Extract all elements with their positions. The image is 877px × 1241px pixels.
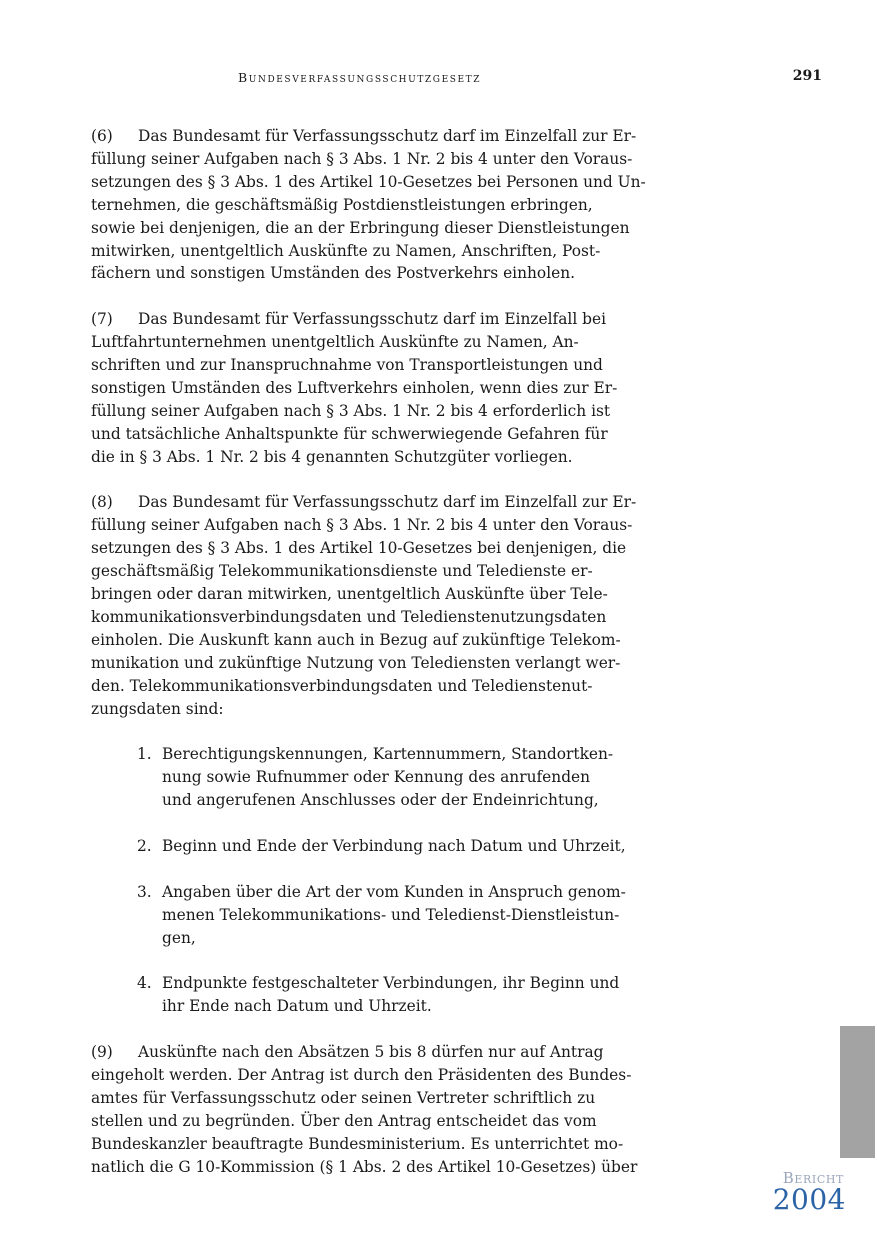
list-item-line: nung sowie Rufnummer oder Kennung des anrufenden — [162, 768, 591, 787]
paragraph-line: Luftfahrtunternehmen unentgeltlich Auskünfte zu Namen, An- — [91, 333, 579, 352]
paragraph-7 — [91, 308, 651, 468]
list-item-line: ihr Ende nach Datum und Uhrzeit. — [162, 997, 432, 1016]
paragraph-number: (8) — [91, 493, 113, 512]
paragraph-line: die in § 3 Abs. 1 Nr. 2 bis 4 genannten Schutzgüter vorliegen. — [91, 447, 573, 466]
report-brand-year: 2004 — [772, 1183, 846, 1216]
paragraph-line: mitwirken, unentgeltlich Auskünfte zu Namen, Anschriften, Post- — [91, 241, 601, 260]
paragraph-line: setzungen des § 3 Abs. 1 des Artikel 10-Gesetzes bei Personen und Un- — [91, 172, 646, 191]
list-item-line: Endpunkte festgeschalteter Verbindungen, ihr Beginn und — [162, 974, 620, 993]
list-item — [91, 972, 651, 1018]
list-item-line: gen, — [162, 928, 196, 947]
list-item-line: und angerufenen Anschlusses oder der Endeinrichtung, — [162, 791, 599, 810]
paragraph-line: ternehmen, die geschäftsmäßig Postdienstleistungen erbringen, — [91, 195, 593, 214]
paragraph-line: füllung seiner Aufgaben nach § 3 Abs. 1 Nr. 2 bis 4 unter den Voraus- — [91, 516, 633, 535]
paragraph-line: fächern und sonstigen Umständen des Postverkehrs einholen. — [91, 264, 576, 283]
paragraph-8 — [91, 491, 651, 720]
list-item — [91, 881, 651, 950]
paragraph-line: stellen und zu begründen. Über den Antrag entscheidet das vom — [91, 1111, 597, 1130]
list-item — [91, 743, 651, 812]
paragraph-line: setzungen des § 3 Abs. 1 des Artikel 10-Gesetzes bei denjenigen, die — [91, 539, 627, 558]
page-number: 291 — [792, 68, 822, 84]
paragraph-line: sonstigen Umständen des Luftverkehrs einholen, wenn dies zur Er- — [91, 378, 618, 397]
paragraph-line: kommunikationsverbindungsdaten und Teledienstenutzungsdaten — [91, 608, 607, 626]
list-item-line: Berechtigungskennungen, Kartennummern, Standortken- — [162, 745, 614, 764]
paragraph-line: sowie bei denjenigen, die an der Erbringung dieser Dienstleistungen — [91, 218, 630, 237]
paragraph-number: (9) — [91, 1043, 113, 1062]
list-item-line: Beginn und Ende der Verbindung nach Datum und Uhrzeit, — [162, 837, 626, 856]
paragraph-line: natlich die G 10-Kommission (§ 1 Abs. 2 des Artikel 10-Gesetzes) über — [91, 1157, 638, 1176]
paragraph-line: füllung seiner Aufgaben nach § 3 Abs. 1 Nr. 2 bis 4 unter den Voraus- — [91, 149, 633, 168]
paragraph-line: (7) Das Bundesamt für Verfassungsschutz darf im Einzelfall bei — [91, 308, 651, 331]
paragraph-number: (6) — [91, 127, 113, 145]
report-brand-word: Bericht — [782, 1169, 844, 1187]
paragraph-line: (6) Das Bundesamt für Verfassungsschutz darf im Einzelfall zur Er- — [91, 125, 651, 148]
paragraph-number: (7) — [91, 310, 113, 329]
document-body — [91, 125, 651, 1201]
paragraph-line: eingeholt werden. Der Antrag ist durch den Präsidenten des Bundes- — [91, 1066, 632, 1085]
paragraph-line: (9) Auskünfte nach den Absätzen 5 bis 8 dürfen nur auf Antrag — [91, 1041, 651, 1064]
list-item-line: Angaben über die Art der vom Kunden in Anspruch genom- — [162, 882, 626, 901]
paragraph-line: geschäftsmäßig Telekommunikationsdienste und Teledienste er- — [91, 562, 593, 581]
paragraph-line: füllung seiner Aufgaben nach § 3 Abs. 1 Nr. 2 bis 4 erforderlich ist — [91, 401, 611, 420]
paragraph-line: amtes für Verfassungsschutz oder seinen Vertreter schriftlich zu — [91, 1088, 596, 1107]
data-category-list — [91, 743, 651, 1018]
list-item-line: menen Telekommunikations- und Teledienst-Dienstleistun- — [162, 905, 620, 924]
paragraph-6 — [91, 125, 651, 285]
paragraph-line: schriften und zur Inanspruchnahme von Transportleistungen und — [91, 356, 603, 375]
list-item-number: 1. — [137, 745, 152, 764]
paragraph-line: zungsdaten sind: — [91, 699, 224, 718]
paragraph-line: den. Telekommunikationsverbindungsdaten und Teledienstenut- — [91, 676, 593, 695]
paragraph-line: (8) Das Bundesamt für Verfassungsschutz darf im Einzelfall zur Er- — [91, 491, 651, 514]
chapter-thumb-tab — [840, 1026, 875, 1158]
running-header-title: Bundesverfassungsschutzgesetz — [238, 70, 482, 85]
list-item-number: 4. — [137, 974, 152, 993]
list-item — [91, 835, 651, 858]
paragraph-line: bringen oder daran mitwirken, unentgeltlich Auskünfte über Tele- — [91, 585, 608, 604]
paragraph-line: munikation und zukünftige Nutzung von Telediensten verlangt wer- — [91, 653, 621, 672]
paragraph-line: Bundeskanzler beauftragte Bundesministerium. Es unterrichtet mo- — [91, 1134, 624, 1153]
paragraph-9 — [91, 1041, 651, 1178]
list-item-number: 2. — [137, 837, 152, 856]
paragraph-line: und tatsächliche Anhaltspunkte für schwerwiegende Gefahren für — [91, 424, 608, 443]
paragraph-line: einholen. Die Auskunft kann auch in Bezug auf zukünftige Telekom- — [91, 630, 621, 649]
list-item-number: 3. — [137, 882, 152, 901]
